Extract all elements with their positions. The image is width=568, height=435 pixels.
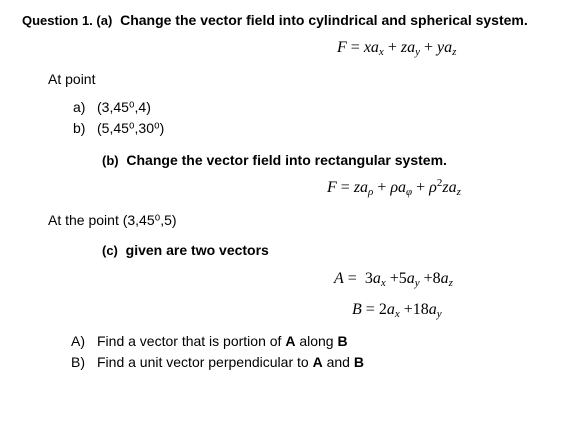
item-bold: B <box>337 333 348 349</box>
item-bold: A <box>285 333 296 349</box>
unit-vector: a <box>360 179 369 196</box>
plus-sign: + <box>377 179 387 196</box>
eq-superscript: 2 <box>436 177 443 189</box>
unit-vector: a <box>407 39 416 56</box>
eq-coefficient: 3 <box>364 270 373 287</box>
item-text: Find a vector that is portion of <box>97 333 286 349</box>
eq-coefficient: 18 <box>412 301 429 318</box>
eq-coefficient: 5 <box>398 270 407 287</box>
eq-term: ρ <box>429 179 437 196</box>
at-the-point-label: At the point (3,45⁰,5) <box>48 212 177 228</box>
question-label: Question 1. (a) <box>22 13 113 28</box>
unit-vector: a <box>444 39 453 56</box>
unit-vector: a <box>448 179 457 196</box>
plus-sign: + <box>389 270 399 287</box>
equation-a <box>334 269 453 289</box>
eq-term: x <box>363 39 371 56</box>
item-bold: A <box>312 354 323 370</box>
eq-subscript: x <box>380 277 386 289</box>
eq-subscript: x <box>394 308 400 320</box>
unit-vector: a <box>428 301 437 318</box>
eq-subscript: y <box>436 308 442 320</box>
item-text: along <box>295 333 338 349</box>
eq-subscript: ρ <box>368 186 374 198</box>
eq-lhs: F <box>327 179 337 196</box>
eq-coefficient: 8 <box>432 270 441 287</box>
eq-lhs: B <box>352 301 362 318</box>
plus-sign: + <box>423 270 433 287</box>
unit-vector: a <box>370 39 379 56</box>
eq-term: y <box>437 39 445 56</box>
item-text: Find a unit vector perpendicular to <box>97 354 313 370</box>
list-item <box>73 98 151 116</box>
eq-sign: = <box>347 270 357 287</box>
eq-lhs: F <box>337 39 347 56</box>
eq-subscript: φ <box>406 186 413 198</box>
equation-f-cylindrical <box>327 178 461 198</box>
eq-subscript: z <box>452 46 457 58</box>
eq-coefficient: 2 <box>378 301 387 318</box>
eq-sign: = <box>365 301 375 318</box>
eq-subscript: z <box>448 277 453 289</box>
list-item <box>71 353 364 371</box>
plus-sign: + <box>403 301 413 318</box>
plus-sign: + <box>387 39 397 56</box>
eq-subscript: y <box>414 277 420 289</box>
at-point-label: At point <box>48 71 96 87</box>
question-title: Change the vector field into cylindrical and spherical system. <box>120 12 528 28</box>
plus-sign: + <box>416 179 426 196</box>
eq-subscript: y <box>415 46 420 58</box>
list-item <box>73 119 164 137</box>
eq-term: z <box>400 39 408 56</box>
part-b-heading <box>102 151 447 170</box>
eq-subscript: x <box>378 46 384 58</box>
part-c-title: given are two vectors <box>125 242 269 258</box>
point-value: (5,45⁰,30⁰) <box>97 120 165 136</box>
list-item-label: a) <box>73 99 86 115</box>
part-b-label: (b) <box>102 153 119 168</box>
unit-vector: a <box>372 270 381 287</box>
item-bold: B <box>353 354 364 370</box>
unit-vector: a <box>406 270 415 287</box>
eq-subscript: z <box>456 186 461 198</box>
question-heading <box>22 11 528 30</box>
part-c-label: (c) <box>102 243 118 258</box>
equation-b <box>352 300 442 320</box>
part-b-title: Change the vector field into rectangular system. <box>126 152 447 168</box>
unit-vector: a <box>386 301 395 318</box>
part-c-heading <box>102 241 269 260</box>
list-item-label: A) <box>71 333 85 349</box>
item-text: and <box>322 354 354 370</box>
eq-term: ρ <box>390 179 399 196</box>
list-item-label: b) <box>73 120 86 136</box>
list-item-label: B) <box>71 354 85 370</box>
list-item <box>71 332 348 350</box>
plus-sign: + <box>423 39 433 56</box>
eq-sign: = <box>350 39 360 56</box>
eq-term: z <box>353 179 361 196</box>
equation-f-cartesian <box>337 38 456 58</box>
point-value: (3,45⁰,4) <box>97 99 151 115</box>
eq-lhs: A <box>334 270 344 287</box>
eq-term: z <box>442 179 449 196</box>
eq-sign: = <box>340 179 350 196</box>
unit-vector: a <box>398 179 407 196</box>
unit-vector: a <box>440 270 449 287</box>
